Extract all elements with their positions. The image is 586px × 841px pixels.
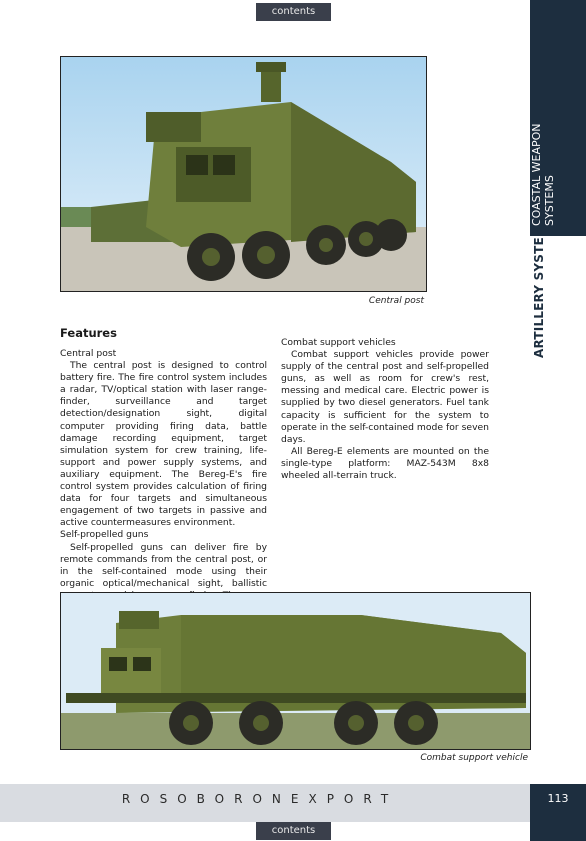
self-propelled-guns-heading: Self-propelled guns xyxy=(60,529,149,541)
central-post-photo xyxy=(60,56,427,292)
combat-support-vehicle-photo xyxy=(60,592,531,750)
central-post-paragraph: The central post is designed to control battery fire. The fire control system includes a radar, TV/optical station with laser range-finder, surveillance and target detection/designation sight, digital computer providing firing data, battle damage recording equipment, target simulation system for crew training, life-support and power supply systems, and auxiliary equipment. The Bereg-E's fire control system provides calculation of firing data for four targets and simultaneous engagement of two targets in passive and active countermeasures environment. xyxy=(60,360,267,529)
page-number: 113 xyxy=(547,792,569,805)
central-post-caption: Central post xyxy=(368,296,424,306)
contents-button-bottom[interactable]: contents xyxy=(256,822,331,840)
side-tab-coastal-label: COASTAL WEAPON SYSTEMS xyxy=(530,123,556,226)
spg-text-part-1: Self-propelled guns can deliver fire by remote commands from the central post, or in the self-contained mode using their organic optical/mechanical sight, ballistic xyxy=(60,541,267,589)
footer-brand: ROSOBORONEXPORT xyxy=(121,792,399,806)
central-post-heading: Central post xyxy=(60,348,117,359)
combat-support-vehicle-caption: Combat support vehicle xyxy=(420,753,528,763)
combat-support-paragraph: Combat support vehicles provide power supply of the central post and self-propelled guns, as well as room for crew's rest, messing and medical care. Electric power is supplied by two diesel generators. Fuel tank capacity is sufficient for the system to operate in the self-contained mode for seven days. xyxy=(281,349,489,445)
article-column-right xyxy=(281,337,489,482)
combat-support-heading: Combat support vehicles xyxy=(281,337,396,348)
platform-paragraph: All Bereg-E elements are mounted on the single-type platform: MAZ-543M 8x8 wheeled all-terrain truck. xyxy=(281,445,489,482)
features-heading: Features xyxy=(60,326,117,340)
side-tab-artillery-label[interactable]: ARTILLERY SYSTEMS xyxy=(532,216,546,358)
contents-button-top[interactable]: contents xyxy=(256,3,331,21)
